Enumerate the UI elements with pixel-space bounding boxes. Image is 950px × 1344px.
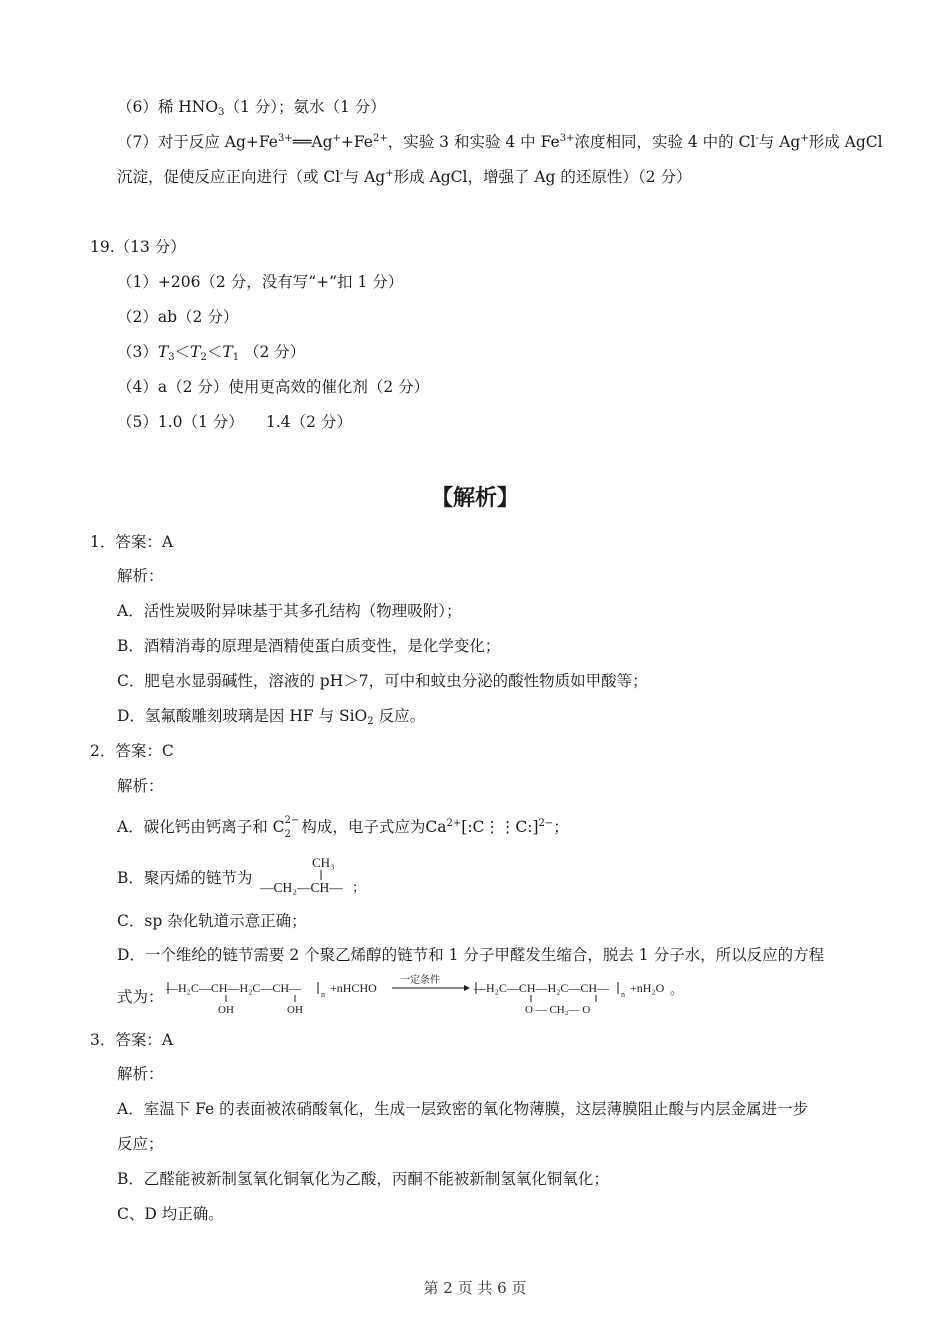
analysis-title: 【解析】 — [430, 486, 519, 511]
svg-text:—H₂C—CH—H₂C—CH—: —H₂C—CH—H₂C—CH— — [166, 981, 302, 995]
q2-option-b-label: B．聚丙烯的链节为 — [117, 869, 253, 887]
q3-option-cd: C、D 均正确。 — [117, 1205, 224, 1223]
svg-text:。: 。 — [670, 982, 684, 997]
svg-text:；: ； — [352, 880, 366, 895]
q19-part5-a: （5）1.0（1 分） — [117, 413, 244, 431]
svg-text:一定条件: 一定条件 — [400, 975, 440, 986]
svg-text:+nHCHO: +nHCHO — [330, 981, 377, 995]
svg-text:OH: OH — [218, 1004, 234, 1016]
q3-analysis-label: 解析： — [117, 1065, 164, 1083]
svg-text:—H₂C—CH—H₂C—CH—: —H₂C—CH—H₂C—CH— — [474, 981, 610, 995]
q2-option-a: A．碳化钙由钙离子和 C 2− 2 构成，电子式应为$Ca^{2+}[:C⋮⋮C:]^{2-}$； — [117, 815, 569, 840]
svg-text:+nH₂O: +nH₂O — [630, 981, 665, 995]
q1-option-b: B．酒精消毒的原理是酒精使蛋白质变性，是化学变化； — [117, 637, 501, 655]
q3-answer: 3．答案：A — [90, 1031, 174, 1049]
q3-option-a-line1: A．室温下 Fe 的表面被浓硝酸氧化，生成一层致密的氧化物薄膜，这层薄膜阻止酸与内层金属进一步 — [117, 1100, 809, 1118]
q1-analysis-label: 解析： — [117, 567, 164, 585]
svg-text:—CH₂—CH—: —CH₂—CH— — [260, 880, 343, 895]
svg-text:n: n — [321, 990, 325, 999]
answer-7-line2: 沉淀，促使反应正向进行（或 Cl-与 Ag+形成 AgCl，增强了 Ag 的还原性）（2 分） — [117, 168, 692, 186]
q2-option-d-line1: D．一个维纶的链节需要 2 个聚乙烯醇的链节和 1 分子甲醛发生缩合，脱去 1 分子水，所以反应的方程 — [117, 946, 825, 964]
polypropylene-structure — [258, 853, 368, 899]
q19-part2: （2）ab（2 分） — [117, 308, 239, 326]
carbide-electron-formula: [:C⋮⋮C:] — [461, 818, 539, 836]
q19-header: 19.（13 分） — [90, 238, 186, 256]
svg-text:OH: OH — [287, 1004, 303, 1016]
svg-text:O — CH₂— O: O — CH₂— O — [525, 1004, 591, 1016]
q2-analysis-label: 解析： — [117, 777, 164, 795]
q19-part5-b: 1.4（2 分） — [266, 413, 352, 431]
q1-answer: 1．答案：A — [90, 533, 174, 551]
q2-option-c: C．sp 杂化轨道示意正确； — [117, 912, 307, 930]
svg-text:CH₃: CH₃ — [312, 855, 335, 870]
q3-option-a-line2: 反应； — [117, 1135, 164, 1153]
vinylon-reaction-equation — [164, 972, 684, 1018]
q19-part3: $(3)T_3<T_2<T_1$ （2 分） — [117, 343, 306, 363]
q1-option-a: A．活性炭吸附异味基于其多孔结构（物理吸附）； — [117, 602, 462, 620]
answer-7-line1: （7）对于反应 $Ag+Fe^{3+}══Ag^++Fe^{2+}$，实验 3 和实验 4 中 $Fe^{3+}$浓度相同，实验 4 中的 Cl-与 Ag+形成 AgCl — [117, 133, 883, 151]
answer-6: （6）稀 $HNO_3(1$ 分）；氨水（1 分） — [117, 98, 386, 118]
q1-option-c: C．肥皂水显弱碱性，溶液的 pH＞7，可中和蚊虫分泌的酸性物质如甲酸等； — [117, 672, 648, 690]
q2-answer: 2．答案：C — [90, 742, 174, 760]
q2-option-d-prefix: 式为： — [117, 988, 164, 1006]
q3-option-b: B．乙醛能被新制氢氧化铜氧化为乙酸，丙酮不能被新制氢氧化铜氧化； — [117, 1170, 609, 1188]
q1-option-d: D．氢氟酸雕刻玻璃是因 HF 与 SiO$_2$ 反应。 — [117, 707, 426, 727]
q19-part1: （1）+206（2 分，没有写“+”扣 1 分） — [117, 273, 404, 291]
page-footer: 第 2 页 共 6 页 — [423, 1279, 527, 1297]
svg-text:n: n — [621, 990, 625, 999]
q19-part4: （4）a（2 分）使用更高效的催化剂（2 分） — [117, 378, 430, 396]
